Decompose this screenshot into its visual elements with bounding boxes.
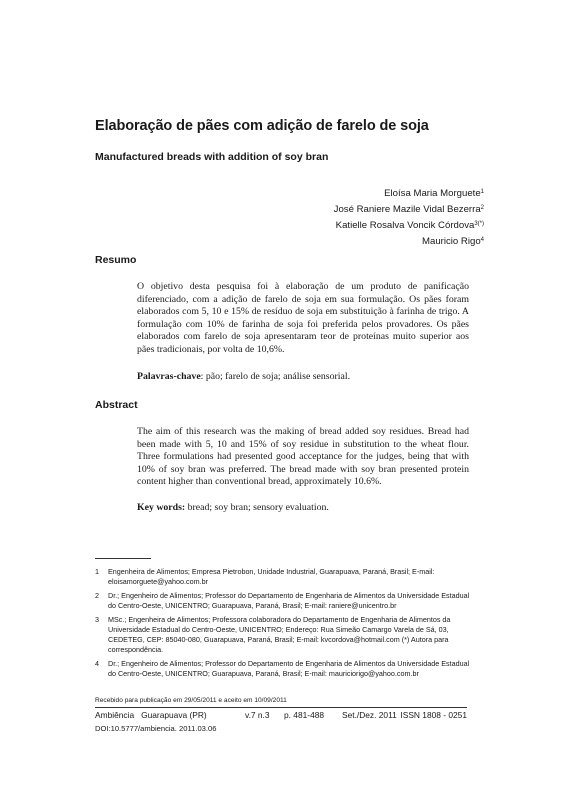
received-date: Recebido para publicação em 29/05/2011 e aceito em 10/09/2011 (95, 697, 287, 704)
article-title: Elaboração de pães com adição de farelo de soja (95, 118, 429, 134)
footer-divider (95, 707, 467, 708)
author-list (334, 185, 484, 249)
author-1: Eloísa Maria Morguete$^1$ (384, 188, 484, 199)
footnotes (95, 567, 475, 683)
article-subtitle: Manufactured breads with addition of soy bran (95, 151, 329, 163)
author-2: José Raniere Mazile Vidal Bezerra$^2$ (333, 204, 484, 215)
journal-date: Set./Dez. 2011 (342, 710, 397, 720)
abstract-heading: Abstract (95, 399, 138, 411)
abstract-keywords: Key words: bread; soy bran; sensory evaluation. (137, 502, 329, 513)
journal-name: Ambiência Guarapuava (PR) (95, 710, 207, 720)
footnote-2: 2 Dr.; Engenheiro de Alimentos; Professor do Departamento de Engenharia de Alimentos da Universidade Estadual do Centro-Oeste, UNICENTRO; Guarapuava, Paraná, Brasil; E-mail: raniere@unicentro.br (95, 591, 470, 610)
resumo-text: O objetivo desta pesquisa foi à elaboração de um produto de panificação diferenciado, com a adição de farelo de soja em sua formulação. Os pães foram elaborados com 5, 10 e 15% de resíduo de soja em substituição à farinha de trigo. A formulação com 10% de farinha de soja foi preferida pelos provadores. Os pães elaborados com farelo de soja apresentaram teor de proteínas muito superior aos pães tradicionais, por volta de 10,6%. (137, 281, 469, 355)
footnote-divider (95, 558, 151, 559)
footnote-1: 1 Engenheira de Alimentos; Empresa Pietrobon, Unidade Industrial, Guarapuava, Paraná, Brasil; E-mail: eloisamorguete@yahoo.com.br (95, 567, 435, 586)
resumo-keywords: Palavras-chave: pão; farelo de soja; análise sensorial. (137, 371, 351, 382)
author-3: Katielle Rosalva Voncik Córdova$^{3(*)}$ (335, 220, 484, 231)
journal-volume: v.7 n.3 (245, 710, 270, 720)
doi: DOI:10.5777/ambiencia. 2011.03.06 (95, 724, 217, 733)
journal-issn: ISSN 1808 - 0251 (400, 710, 467, 720)
footnote-3: 3 MSc.; Engenheira de Alimentos; Professora colaboradora do Departamento de Engenharia de Alimentos da Universidade Estadual do Centro-Oeste, UNICENTRO; Endereço: Rua Simeão Camargo Varela de Sá, 03, CEDETEG, CEP: 85040-080, Guarapuava, Paraná, Brasil; E-mail: kvcordova@hotmail.com (*) Autora para correspondência. (95, 615, 451, 654)
journal-pages: p. 481-488 (284, 710, 325, 720)
abstract-text: The aim of this research was the making of bread added soy residues. Bread had been made with 5, 10 and 15% of soy residue in substitution to the wheat flour. Three formulations had presented good acceptance for the judges, being that with 10% of soy bran was preferred. The bread made with soy bran presented protein content higher than conventional bread, approximately 10.6%. (137, 426, 469, 488)
author-4: Mauricio Rigo$^4$ (422, 236, 484, 247)
footnote-4: 4 Dr.; Engenheiro de Alimentos; Professor do Departamento de Engenharia de Alimentos da Universidade Estadual do Centro-Oeste, UNICENTRO; Guarapuava, Paraná, Brasil; E-mail: mauriciorigo@yahoo.com.br (95, 659, 470, 678)
resumo-heading: Resumo (95, 254, 137, 266)
